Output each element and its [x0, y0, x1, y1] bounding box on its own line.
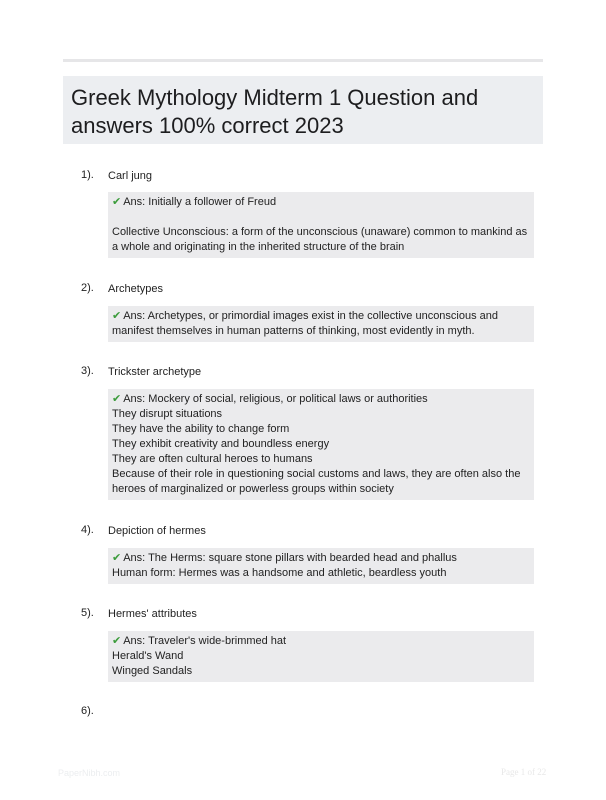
question-number: 3).	[81, 365, 94, 377]
answer-text: Ans: The Herms: square stone pillars with bearded head and phallus	[123, 552, 457, 564]
question-number: 4).	[81, 524, 94, 536]
question-text: Depiction of hermes	[108, 525, 206, 537]
question-number: 6).	[81, 705, 94, 717]
top-divider	[63, 59, 543, 62]
check-icon: ✔	[112, 552, 122, 564]
page-number: Page 1 of 22	[501, 767, 547, 777]
question-text: Archetypes	[108, 283, 164, 295]
answer-box	[108, 389, 534, 500]
answer-line: Because of their role in questioning social customs and laws, they are often also the heroes of marginalized or powerless groups within society	[112, 468, 521, 495]
answer-line: They have the ability to change form	[112, 423, 290, 435]
question-text: Carl jung	[108, 170, 153, 182]
answer-line: Human form: Hermes was a handsome and athletic, beardless youth	[112, 567, 447, 579]
footer-watermark: PaperNibh.com	[58, 768, 121, 778]
answer-line: Herald's Wand	[112, 650, 184, 662]
check-icon: ✔	[112, 393, 122, 405]
answer-box	[108, 306, 534, 342]
question-number: 5).	[81, 607, 94, 619]
answer-line: They are often cultural heroes to humans	[112, 453, 313, 465]
page-title: Greek Mythology Midterm 1 Question and answers 100% correct 2023	[71, 85, 479, 138]
answer-box	[108, 548, 534, 584]
answer-text: Ans: Mockery of social, religious, or political laws or authorities	[123, 393, 428, 405]
check-icon: ✔	[112, 196, 122, 208]
answer-text: Ans: Archetypes, or primordial images exist in the collective unconscious and manifest themselves in human patterns of thinking, most evidently in myth.	[112, 310, 499, 337]
question-text: Trickster archetype	[108, 366, 202, 378]
question-number: 2).	[81, 282, 94, 294]
question-text: Hermes' attributes	[108, 608, 197, 620]
check-icon: ✔	[112, 635, 122, 647]
answer-line: They disrupt situations	[112, 408, 223, 420]
answer-line: Collective Unconscious: a form of the unconscious (unaware) common to mankind as a whole and originating in the inherited structure of the brain	[112, 226, 528, 253]
title-banner	[63, 76, 543, 144]
answer-line: They exhibit creativity and boundless energy	[112, 438, 330, 450]
answer-text: Ans: Traveler's wide-brimmed hat	[123, 635, 287, 647]
answer-text: Ans: Initially a follower of Freud	[123, 196, 277, 208]
question-number: 1).	[81, 169, 94, 181]
answer-box	[108, 631, 534, 682]
check-icon: ✔	[112, 310, 122, 322]
answer-line: Winged Sandals	[112, 665, 193, 677]
answer-box	[108, 192, 534, 258]
